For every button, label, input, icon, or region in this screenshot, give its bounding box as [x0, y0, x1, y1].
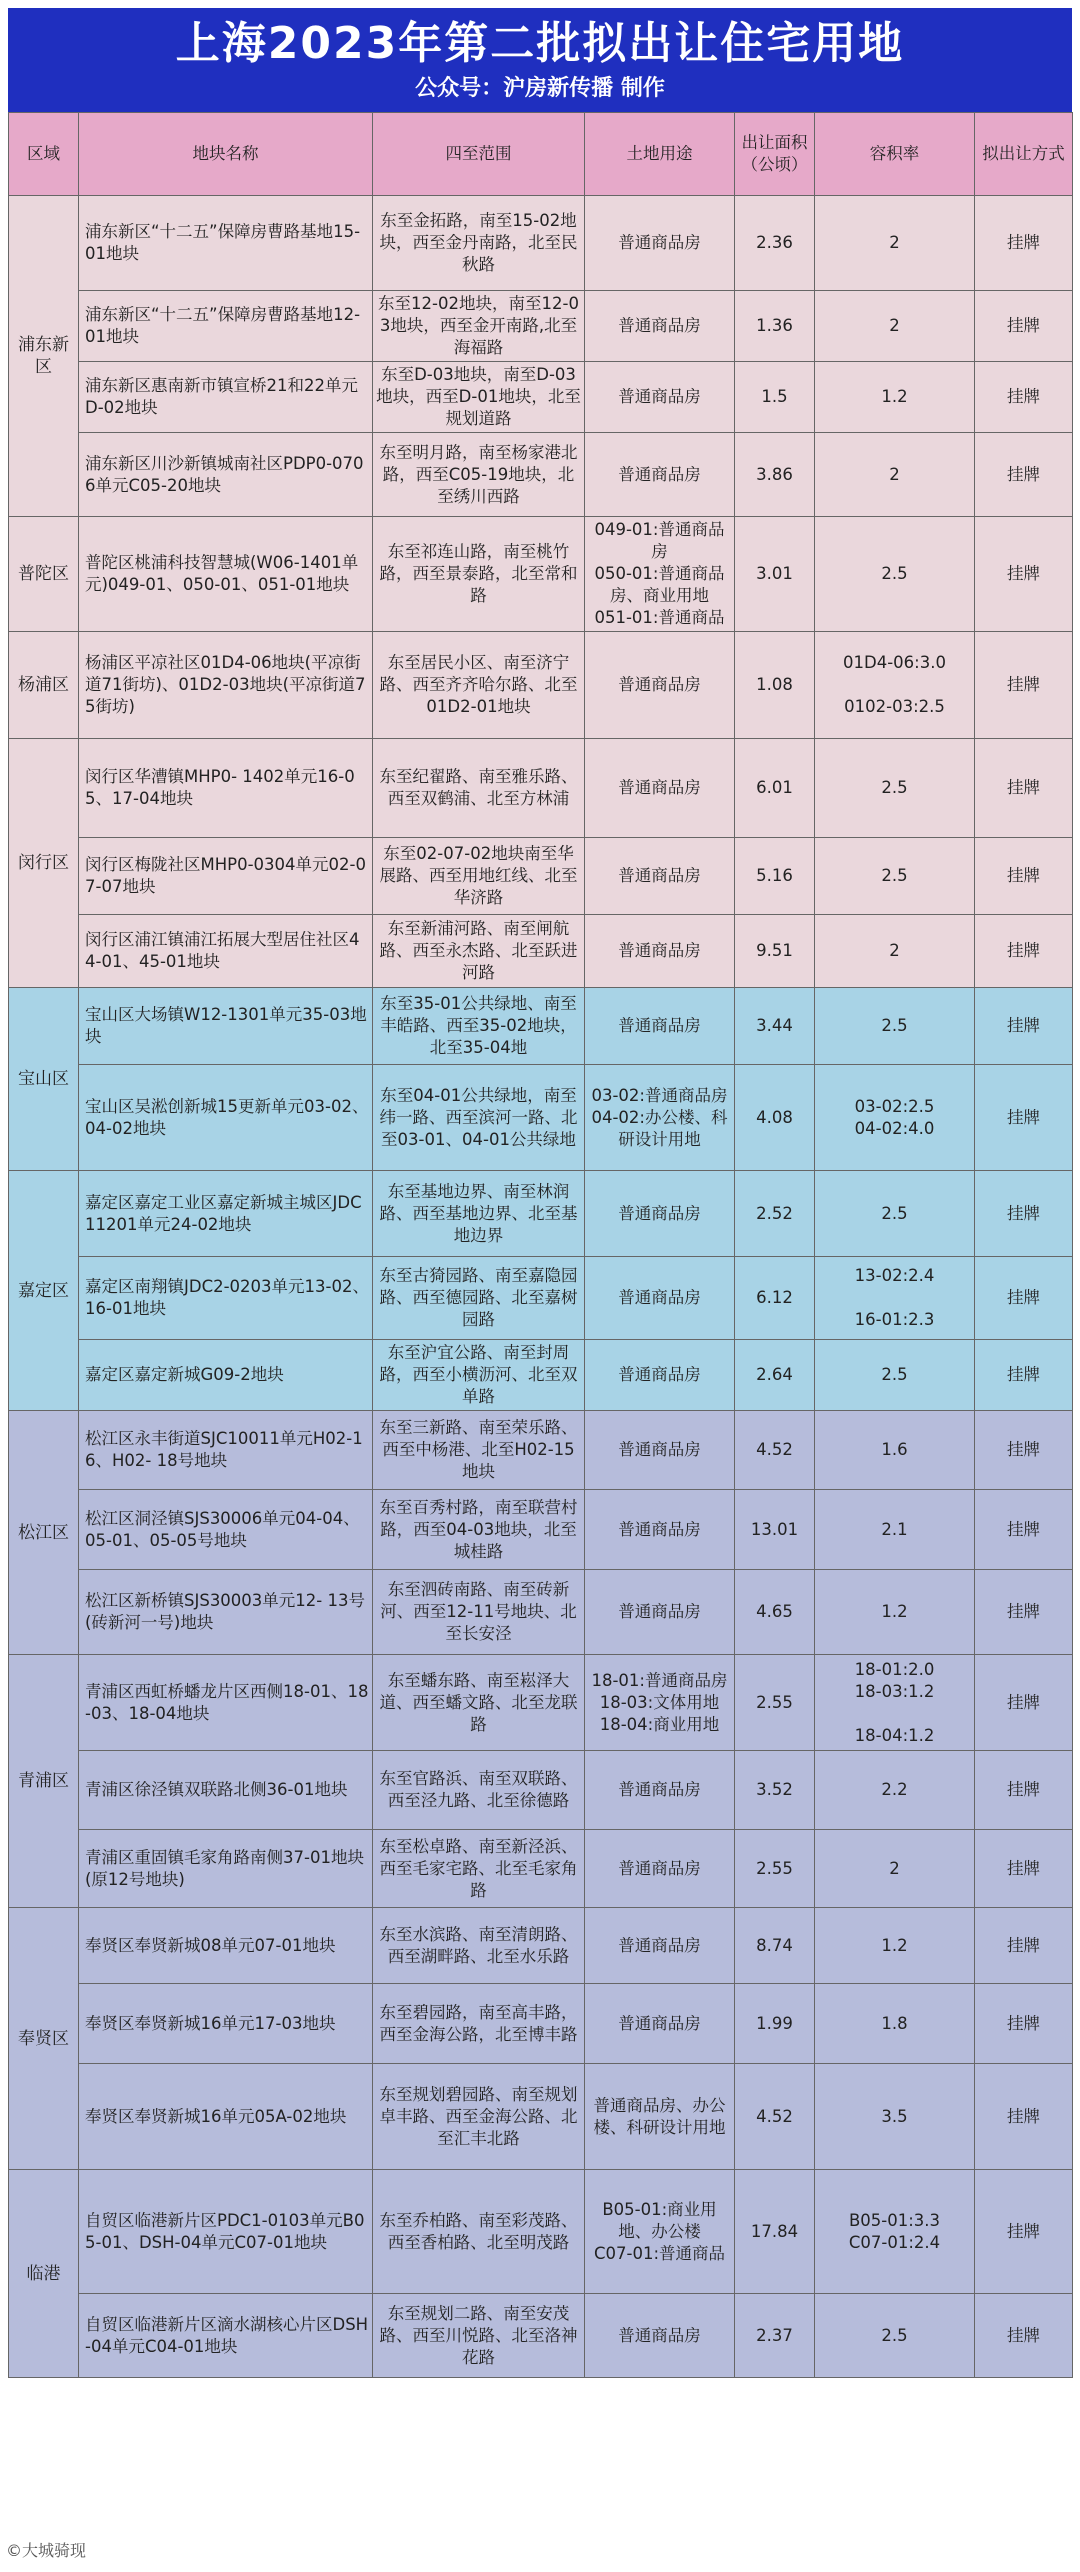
cell-far: 1.8 — [815, 1984, 975, 2064]
cell-area: 6.01 — [735, 739, 815, 838]
cell-far: 2.5 — [815, 1340, 975, 1411]
cell-area: 1.99 — [735, 1984, 815, 2064]
cell-area: 17.84 — [735, 2170, 815, 2294]
cell-area: 13.01 — [735, 1490, 815, 1570]
cell-far: 1.6 — [815, 1411, 975, 1490]
page-header — [8, 8, 1072, 112]
cell-far: 13-02:2.4 16-01:2.3 — [815, 1257, 975, 1340]
cell-far: 01D4-06:3.0 0102-03:2.5 — [815, 632, 975, 739]
cell-method: 挂牌 — [975, 739, 1073, 838]
cell-bounds: 东至祁连山路，南至桃竹路，西至景泰路，北至常和路 — [373, 517, 585, 632]
col-header-method: 拟出让方式 — [975, 113, 1073, 196]
cell-area: 4.52 — [735, 2064, 815, 2170]
cell-far: 1.2 — [815, 362, 975, 433]
cell-use: 普通商品房 — [585, 1984, 735, 2064]
cell-use: 普通商品房 — [585, 1411, 735, 1490]
cell-bounds: 东至三新路、南至荣乐路、西至中杨港、北至H02-15地块 — [373, 1411, 585, 1490]
cell-area: 1.5 — [735, 362, 815, 433]
cell-area: 4.08 — [735, 1065, 815, 1171]
table-row — [9, 1655, 1073, 1751]
cell-method: 挂牌 — [975, 291, 1073, 362]
cell-name: 闵行区浦江镇浦江拓展大型居住社区44-01、45-01地块 — [79, 915, 373, 988]
cell-bounds: 东至碧园路，南至高丰路，西至金海公路，北至博丰路 — [373, 1984, 585, 2064]
cell-district: 松江区 — [9, 1411, 79, 1655]
cell-method: 挂牌 — [975, 1257, 1073, 1340]
cell-far: 03-02:2.5 04-02:4.0 — [815, 1065, 975, 1171]
cell-far: 2.5 — [815, 838, 975, 915]
table-row — [9, 2064, 1073, 2170]
cell-method: 挂牌 — [975, 1751, 1073, 1830]
cell-name: 奉贤区奉贤新城16单元17-03地块 — [79, 1984, 373, 2064]
cell-far: 2 — [815, 291, 975, 362]
cell-use: 普通商品房 — [585, 1257, 735, 1340]
cell-name: 松江区新桥镇SJS30003单元12- 13号(砖新河一号)地块 — [79, 1570, 373, 1655]
cell-bounds: 东至官路浜、南至双联路、西至泾九路、北至徐德路 — [373, 1751, 585, 1830]
cell-method: 挂牌 — [975, 1908, 1073, 1984]
cell-area: 1.08 — [735, 632, 815, 739]
cell-far: B05-01:3.3 C07-01:2.4 — [815, 2170, 975, 2294]
watermark: ©大城骑现 — [6, 2541, 87, 2560]
cell-bounds: 东至居民小区、南至济宁路、西至齐齐哈尔路、北至01D2-01地块 — [373, 632, 585, 739]
table-row — [9, 1570, 1073, 1655]
cell-bounds: 东至04-01公共绿地，南至纬一路、西至滨河一路、北至03-01、04-01公共绿地 — [373, 1065, 585, 1171]
cell-bounds: 东至12-02地块，南至12-03地块，西至金开南路,北至海福路 — [373, 291, 585, 362]
cell-name: 杨浦区平凉社区01D4-06地块(平凉街道71街坊)、01D2-03地块(平凉街道75街坊) — [79, 632, 373, 739]
table-row — [9, 1908, 1073, 1984]
col-header-use: 土地用途 — [585, 113, 735, 196]
cell-area: 9.51 — [735, 915, 815, 988]
cell-bounds: 东至金拓路，南至15-02地块，西至金丹南路，北至民秋路 — [373, 196, 585, 291]
cell-name: 浦东新区川沙新镇城南社区PDP0-0706单元C05-20地块 — [79, 433, 373, 517]
col-header-bounds: 四至范围 — [373, 113, 585, 196]
table-row — [9, 362, 1073, 433]
cell-far: 2.5 — [815, 1171, 975, 1257]
cell-name: 普陀区桃浦科技智慧城(W06-1401单元)049-01、050-01、051-01地块 — [79, 517, 373, 632]
cell-name: 宝山区吴淞创新城15更新单元03-02、04-02地块 — [79, 1065, 373, 1171]
cell-area: 1.36 — [735, 291, 815, 362]
cell-use: 普通商品房 — [585, 1570, 735, 1655]
cell-use: 普通商品房 — [585, 632, 735, 739]
cell-name: 嘉定区嘉定工业区嘉定新城主城区JDC11201单元24-02地块 — [79, 1171, 373, 1257]
cell-name: 奉贤区奉贤新城16单元05A-02地块 — [79, 2064, 373, 2170]
cell-method: 挂牌 — [975, 1830, 1073, 1908]
cell-far: 2.5 — [815, 517, 975, 632]
col-header-far: 容积率 — [815, 113, 975, 196]
cell-far: 3.5 — [815, 2064, 975, 2170]
cell-area: 2.52 — [735, 1171, 815, 1257]
cell-far: 2.5 — [815, 2294, 975, 2378]
cell-far: 2 — [815, 1830, 975, 1908]
cell-bounds: 东至D-03地块，南至D-03地块，西至D-01地块，北至规划道路 — [373, 362, 585, 433]
cell-use: 03-02:普通商品房 04-02:办公楼、科研设计用地 — [585, 1065, 735, 1171]
cell-area: 2.37 — [735, 2294, 815, 2378]
cell-bounds: 东至沪宜公路、南至封周路，西至小横沥河、北至双单路 — [373, 1340, 585, 1411]
table-row — [9, 988, 1073, 1065]
cell-far: 2.5 — [815, 988, 975, 1065]
cell-bounds: 东至古猗园路、南至嘉隐园路、西至德园路、北至嘉树园路 — [373, 1257, 585, 1340]
cell-area: 2.64 — [735, 1340, 815, 1411]
cell-area: 8.74 — [735, 1908, 815, 1984]
cell-area: 6.12 — [735, 1257, 815, 1340]
cell-bounds: 东至松卓路、南至新泾浜、西至毛家宅路、北至毛家角路 — [373, 1830, 585, 1908]
cell-district: 宝山区 — [9, 988, 79, 1171]
cell-method: 挂牌 — [975, 1340, 1073, 1411]
cell-name: 浦东新区惠南新市镇宣桥21和22单元D-02地块 — [79, 362, 373, 433]
cell-bounds: 东至泗砖南路、南至砖新河、西至12-11号地块、北至长安泾 — [373, 1570, 585, 1655]
cell-area: 4.52 — [735, 1411, 815, 1490]
cell-method: 挂牌 — [975, 1984, 1073, 2064]
cell-district: 普陀区 — [9, 517, 79, 632]
cell-name: 嘉定区南翔镇JDC2-0203单元13-02、16-01地块 — [79, 1257, 373, 1340]
cell-use: 18-01:普通商品房 18-03:文体用地 18-04:商业用地 — [585, 1655, 735, 1751]
cell-use: 普通商品房 — [585, 1830, 735, 1908]
cell-bounds: 东至02-07-02地块南至华展路、西至用地红线、北至华济路 — [373, 838, 585, 915]
table-row — [9, 1340, 1073, 1411]
cell-method: 挂牌 — [975, 988, 1073, 1065]
cell-method: 挂牌 — [975, 2064, 1073, 2170]
cell-method: 挂牌 — [975, 632, 1073, 739]
cell-far: 2 — [815, 915, 975, 988]
cell-name: 松江区洞泾镇SJS30006单元04-04、05-01、05-05号地块 — [79, 1490, 373, 1570]
table-row — [9, 2294, 1073, 2378]
cell-bounds: 东至基地边界、南至林润路、西至基地边界、北至基地边界 — [373, 1171, 585, 1257]
cell-use: 普通商品房 — [585, 1490, 735, 1570]
table-row — [9, 1411, 1073, 1490]
cell-use: 普通商品房 — [585, 838, 735, 915]
table-row — [9, 1490, 1073, 1570]
cell-bounds: 东至乔柏路、南至彩茂路、西至香柏路、北至明茂路 — [373, 2170, 585, 2294]
table-row — [9, 1257, 1073, 1340]
cell-name: 嘉定区嘉定新城G09-2地块 — [79, 1340, 373, 1411]
cell-bounds: 东至规划碧园路、南至规划卓丰路、西至金海公路、北至汇丰北路 — [373, 2064, 585, 2170]
cell-use: 普通商品房 — [585, 433, 735, 517]
cell-area: 3.86 — [735, 433, 815, 517]
table-row — [9, 517, 1073, 632]
cell-bounds: 东至蟠东路、南至崧泽大道、西至蟠文路、北至龙联路 — [373, 1655, 585, 1751]
cell-method: 挂牌 — [975, 362, 1073, 433]
cell-bounds: 东至水滨路、南至清朗路、西至湖畔路、北至水乐路 — [373, 1908, 585, 1984]
cell-method: 挂牌 — [975, 1490, 1073, 1570]
cell-name: 青浦区重固镇毛家角路南侧37-01地块(原12号地块) — [79, 1830, 373, 1908]
cell-use: 普通商品房 — [585, 1340, 735, 1411]
cell-use: 普通商品房 — [585, 196, 735, 291]
cell-district: 青浦区 — [9, 1655, 79, 1908]
cell-bounds: 东至规划二路、南至安茂路、西至川悦路、北至洛神花路 — [373, 2294, 585, 2378]
cell-use: 普通商品房 — [585, 739, 735, 838]
cell-method: 挂牌 — [975, 1171, 1073, 1257]
cell-district: 闵行区 — [9, 739, 79, 988]
cell-name: 浦东新区“十二五”保障房曹路基地15-01地块 — [79, 196, 373, 291]
cell-use: 普通商品房、办公楼、科研设计用地 — [585, 2064, 735, 2170]
cell-bounds: 东至35-01公共绿地、南至丰皓路、西至35-02地块，北至35-04地 — [373, 988, 585, 1065]
table-row — [9, 1830, 1073, 1908]
cell-area: 3.01 — [735, 517, 815, 632]
cell-method: 挂牌 — [975, 1411, 1073, 1490]
cell-method: 挂牌 — [975, 1570, 1073, 1655]
cell-area: 5.16 — [735, 838, 815, 915]
cell-use: 049-01:普通商品房 050-01:普通商品房、商业用地 051-01:普通商品 — [585, 517, 735, 632]
cell-district: 临港 — [9, 2170, 79, 2378]
col-header-area: 出让面积（公顷） — [735, 113, 815, 196]
cell-area: 4.65 — [735, 1570, 815, 1655]
cell-far: 1.2 — [815, 1908, 975, 1984]
table-row — [9, 1065, 1073, 1171]
table-row — [9, 1984, 1073, 2064]
cell-use: 普通商品房 — [585, 291, 735, 362]
cell-use: 普通商品房 — [585, 2294, 735, 2378]
col-header-name: 地块名称 — [79, 113, 373, 196]
page-title: 上海2023年第二批拟出让住宅用地 — [175, 18, 905, 69]
cell-name: 青浦区徐泾镇双联路北侧36-01地块 — [79, 1751, 373, 1830]
cell-name: 自贸区临港新片区滴水湖核心片区DSH-04单元C04-01地块 — [79, 2294, 373, 2378]
table-row — [9, 291, 1073, 362]
cell-use: 普通商品房 — [585, 362, 735, 433]
cell-district: 奉贤区 — [9, 1908, 79, 2170]
table-row — [9, 433, 1073, 517]
cell-method: 挂牌 — [975, 915, 1073, 988]
cell-method: 挂牌 — [975, 2294, 1073, 2378]
cell-name: 自贸区临港新片区PDC1-0103单元B05-01、DSH-04单元C07-01地块 — [79, 2170, 373, 2294]
cell-method: 挂牌 — [975, 1655, 1073, 1751]
cell-far: 1.2 — [815, 1570, 975, 1655]
cell-area: 2.55 — [735, 1830, 815, 1908]
cell-method: 挂牌 — [975, 517, 1073, 632]
page-subtitle: 公众号：沪房新传播 制作 — [415, 76, 665, 101]
table-row — [9, 1751, 1073, 1830]
cell-area: 2.36 — [735, 196, 815, 291]
table-row — [9, 2170, 1073, 2294]
table-row — [9, 915, 1073, 988]
table-header-row — [9, 113, 1073, 196]
cell-name: 闵行区华漕镇MHP0- 1402单元16-05、17-04地块 — [79, 739, 373, 838]
cell-method: 挂牌 — [975, 838, 1073, 915]
cell-use: 普通商品房 — [585, 1751, 735, 1830]
cell-bounds: 东至百秀村路，南至联营村路，西至04-03地块，北至城桂路 — [373, 1490, 585, 1570]
table-row — [9, 739, 1073, 838]
table-row — [9, 838, 1073, 915]
cell-bounds: 东至纪翟路、南至雅乐路、西至双鹤浦、北至方林浦 — [373, 739, 585, 838]
cell-district: 杨浦区 — [9, 632, 79, 739]
cell-bounds: 东至明月路，南至杨家港北路，西至C05-19地块，北至绣川西路 — [373, 433, 585, 517]
cell-district: 嘉定区 — [9, 1171, 79, 1411]
cell-name: 青浦区西虹桥蟠龙片区西侧18-01、18-03、18-04地块 — [79, 1655, 373, 1751]
cell-area: 3.52 — [735, 1751, 815, 1830]
col-header-district: 区域 — [9, 113, 79, 196]
cell-name: 松江区永丰街道SJC10011单元H02-16、H02- 18号地块 — [79, 1411, 373, 1490]
cell-use: 普通商品房 — [585, 1171, 735, 1257]
cell-bounds: 东至新浦河路、南至闸航路、西至永杰路、北至跃进河路 — [373, 915, 585, 988]
cell-name: 奉贤区奉贤新城08单元07-01地块 — [79, 1908, 373, 1984]
cell-area: 2.55 — [735, 1655, 815, 1751]
cell-far: 2.5 — [815, 739, 975, 838]
table-row — [9, 1171, 1073, 1257]
land-table — [8, 112, 1073, 2378]
cell-far: 2 — [815, 196, 975, 291]
cell-name: 闵行区梅陇社区MHP0-0304单元02-07-07地块 — [79, 838, 373, 915]
cell-far: 2 — [815, 433, 975, 517]
cell-method: 挂牌 — [975, 1065, 1073, 1171]
cell-method: 挂牌 — [975, 2170, 1073, 2294]
cell-area: 3.44 — [735, 988, 815, 1065]
cell-method: 挂牌 — [975, 433, 1073, 517]
cell-district: 浦东新区 — [9, 196, 79, 517]
cell-far: 2.2 — [815, 1751, 975, 1830]
cell-name: 宝山区大场镇W12-1301单元35-03地块 — [79, 988, 373, 1065]
table-row — [9, 196, 1073, 291]
table-row — [9, 632, 1073, 739]
cell-far: 2.1 — [815, 1490, 975, 1570]
cell-use: 普通商品房 — [585, 915, 735, 988]
cell-use: 普通商品房 — [585, 988, 735, 1065]
cell-method: 挂牌 — [975, 196, 1073, 291]
cell-use: B05-01:商业用地、办公楼 C07-01:普通商品 — [585, 2170, 735, 2294]
cell-name: 浦东新区“十二五”保障房曹路基地12-01地块 — [79, 291, 373, 362]
cell-far: 18-01:2.0 18-03:1.2 18-04:1.2 — [815, 1655, 975, 1751]
cell-use: 普通商品房 — [585, 1908, 735, 1984]
